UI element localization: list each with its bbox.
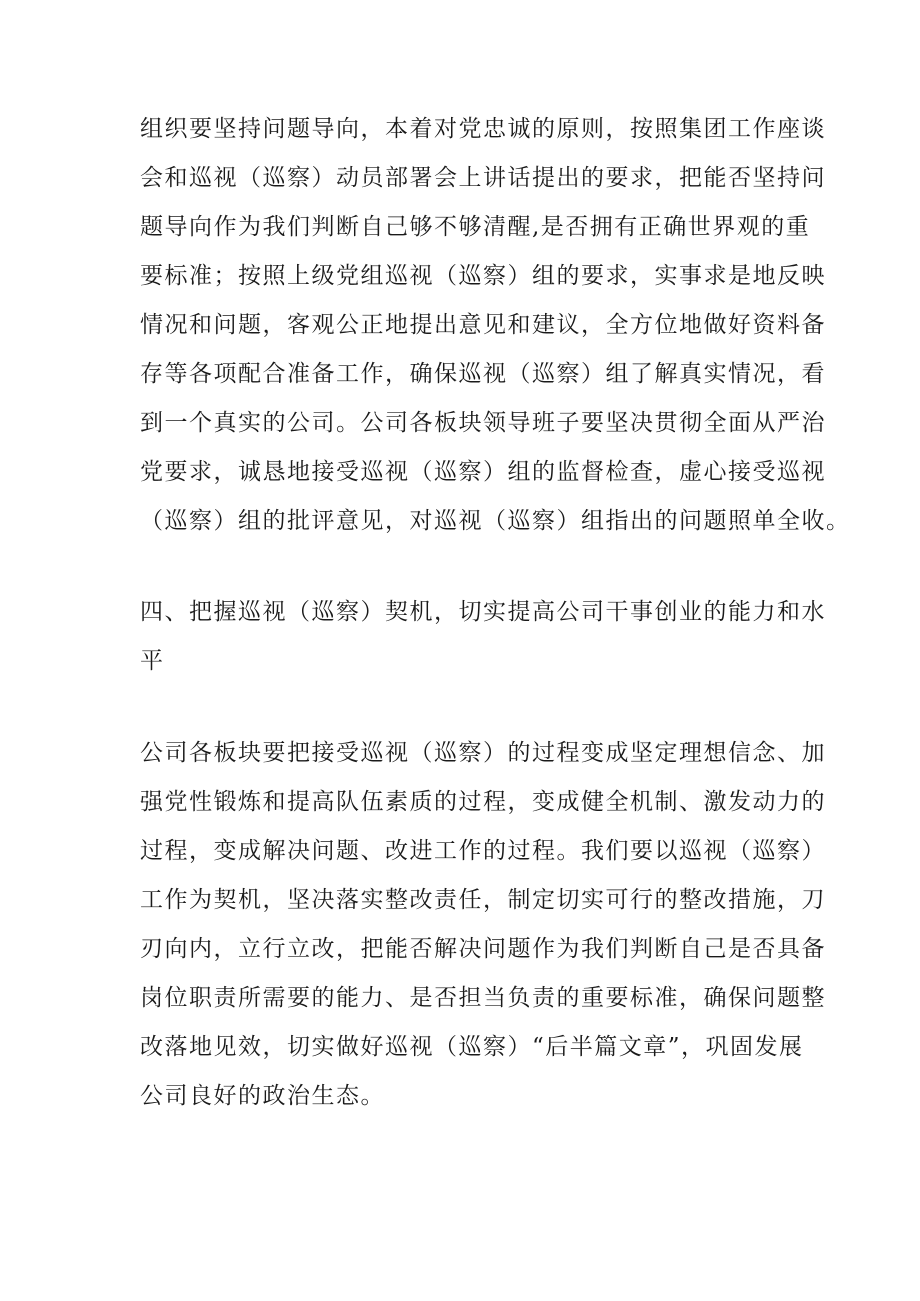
paragraph-1-line-3: 题导向作为我们判断自己够不够清醒,是否拥有正确世界观的重	[140, 214, 811, 240]
paragraph-2-line-1: 公司各板块要把接受巡视（巡察）的过程变成坚定理想信念、加	[140, 740, 826, 766]
paragraph-1-line-9: （巡察）组的批评意见，对巡视（巡察）组指出的问题照单全收。	[140, 508, 851, 534]
paragraph-1-line-7: 到一个真实的公司。公司各板块领导班子要坚决贯彻全面从严治	[140, 410, 826, 436]
paragraph-2-line-2: 强党性锻炼和提高队伍素质的过程，变成健全机制、激发动力的	[140, 789, 826, 815]
paragraph-1-line-1: 组织要坚持问题导向，本着对党忠诚的原则，按照集团工作座谈	[140, 116, 826, 142]
paragraph-1-line-4: 要标准；按照上级党组巡视（巡察）组的要求，实事求是地反映	[140, 263, 826, 289]
paragraph-2-line-6: 岗位职责所需要的能力、是否担当负责的重要标准，确保问题整	[140, 985, 826, 1011]
paragraph-2-line-7: 改落地见效，切实做好巡视（巡察）“后半篇文章”，巩固发展	[140, 1034, 804, 1060]
paragraph-2-line-8: 公司良好的政治生态。	[140, 1083, 385, 1109]
paragraph-1-line-8: 党要求，诚恳地接受巡视（巡察）组的监督检查，虚心接受巡视	[140, 459, 826, 485]
paragraph-2-line-3: 过程，变成解决问题、改进工作的过程。我们要以巡视（巡察）	[140, 838, 826, 864]
section-heading-line-1: 四、把握巡视（巡察）契机，切实提高公司干事创业的能力和水	[140, 599, 826, 625]
section-heading-line-2: 平	[140, 648, 165, 674]
paragraph-2-line-4: 工作为契机，坚决落实整改责任，制定切实可行的整改措施，刀	[140, 887, 826, 913]
paragraph-1-line-6: 存等各项配合准备工作，确保巡视（巡察）组了解真实情况，看	[140, 361, 826, 387]
paragraph-2-line-5: 刃向内，立行立改，把能否解决问题作为我们判断自己是否具备	[140, 936, 826, 962]
paragraph-1-line-2: 会和巡视（巡察）动员部署会上讲话提出的要求，把能否坚持问	[140, 165, 826, 191]
paragraph-1-line-5: 情况和问题，客观公正地提出意见和建议，全方位地做好资料备	[140, 312, 826, 338]
